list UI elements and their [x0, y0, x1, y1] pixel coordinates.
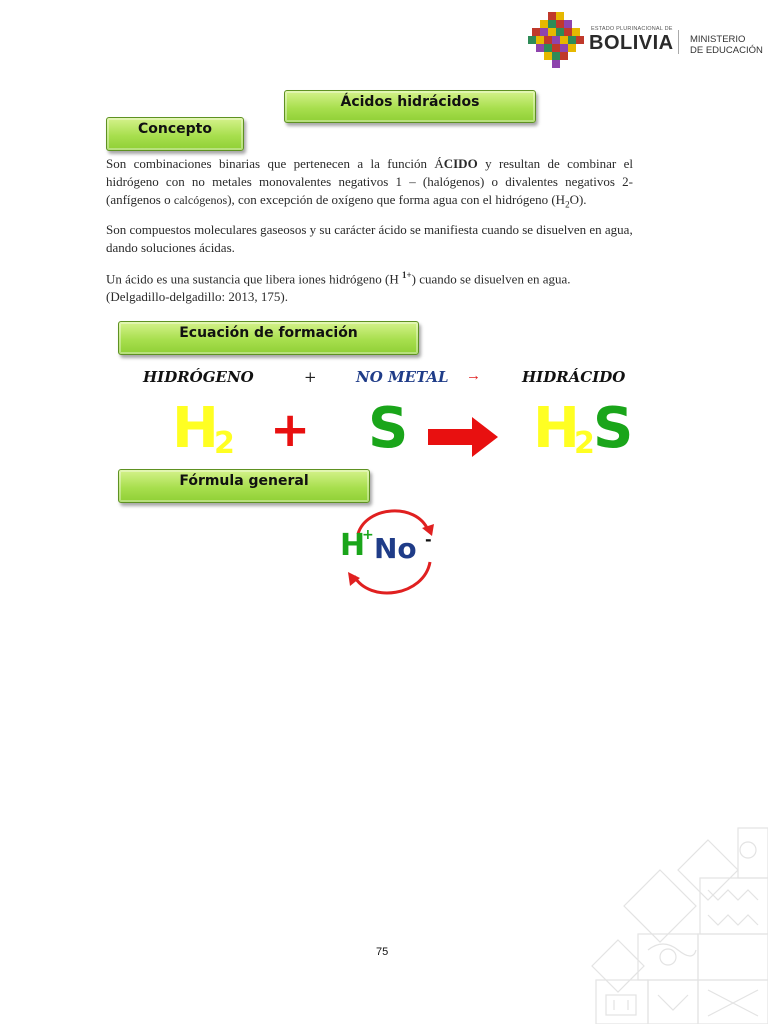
p1-text-c: ), con excepción de oxígeno que forma agua con el hidrógeno (H	[227, 192, 566, 207]
p1-text-d: O).	[569, 192, 587, 207]
paragraph-acid-definition	[106, 266, 633, 306]
bolivia-label: BOLIVIA	[589, 32, 674, 54]
general-formula-plus: +	[362, 527, 374, 543]
word-hidrogeno: HIDRÓGENO	[143, 368, 254, 386]
general-formula-minus: -	[425, 530, 432, 549]
p1-bold: CIDO	[443, 156, 478, 171]
p1-small: calcógenos	[173, 193, 228, 207]
p1-text-a: Son combinaciones binarias que pertenecen a la función Á	[106, 156, 444, 171]
decorative-pattern-icon	[588, 820, 768, 1024]
p1-text-b: y resultan de combinar el hidrógeno con no metales monovalentes negativos 1 – (halógenos) o divalentes negativos 2- (anfígenos o	[106, 156, 633, 207]
formula-h2-h: H	[172, 396, 219, 461]
ministry-line-1: MINISTERIO	[690, 34, 746, 45]
formula-h2-subscript: 2	[214, 426, 235, 461]
p3-text-b: ) cuando se disuelven en agua. (Delgadillo-delgadillo: 2013, 175).	[106, 271, 571, 305]
formula-h2s-subscript: 2	[574, 426, 595, 461]
estado-label: ESTADO PLURINACIONAL DE	[591, 26, 673, 32]
reaction-arrow-icon	[428, 417, 498, 457]
page-number: 75	[376, 946, 389, 958]
p3-text-a: Un ácido es una sustancia que libera iones hidrógeno (H	[106, 271, 403, 287]
word-arrow: →	[466, 368, 481, 384]
general-formula-h: H	[340, 528, 366, 563]
paragraph-properties: Son compuestos moleculares gaseosos y su carácter ácido se manifiesta cuando se disuelven en agua, dando soluciones ácidas.	[106, 222, 633, 255]
bolivia-emblem-icon	[528, 12, 584, 68]
formula-s: S	[368, 396, 409, 461]
paragraph-definition	[106, 155, 633, 214]
section-label-concepto: Concepto	[106, 117, 244, 151]
ministry-line-2: DE EDUCACIÓN	[690, 45, 763, 56]
word-hidracido: HIDRÁCIDO	[522, 368, 626, 386]
formula-h2s-h: H	[533, 396, 580, 461]
word-plus: +	[304, 368, 317, 386]
header-divider	[678, 30, 679, 54]
p1-sub: 2	[565, 199, 570, 210]
word-no-metal: NO METAL	[356, 368, 449, 386]
section-label-ecuacion: Ecuación de formación	[118, 321, 419, 355]
formula-h2s-s: S	[593, 396, 634, 461]
formula-plus: +	[270, 402, 311, 458]
ministry-label	[690, 34, 763, 56]
general-formula-no: No	[374, 532, 417, 565]
section-label-formula: Fórmula general	[118, 469, 370, 503]
p3-sup: 1+	[402, 270, 412, 280]
page-title: Ácidos hidrácidos	[284, 90, 536, 123]
